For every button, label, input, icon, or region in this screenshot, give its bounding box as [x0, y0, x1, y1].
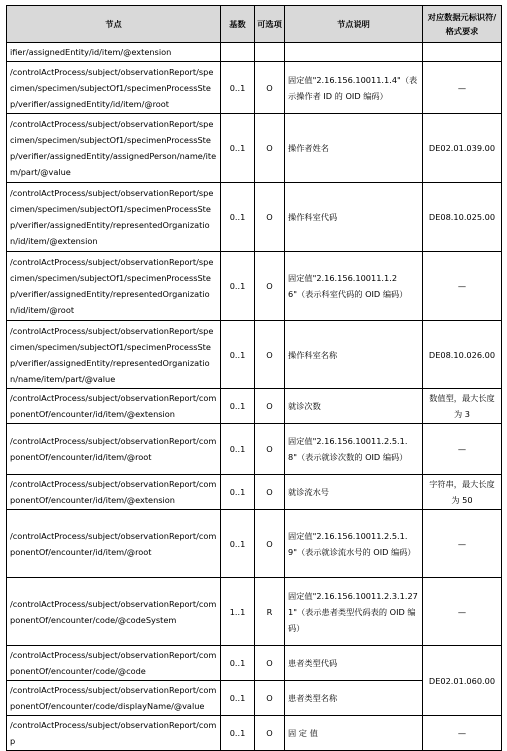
cardinality-cell: 0..1: [221, 389, 255, 424]
optional-cell: O: [255, 62, 285, 114]
dataelement-cell: —: [423, 578, 502, 646]
dataelement-cell: DE08.10.026.00: [423, 321, 502, 389]
table-row: [7, 424, 502, 475]
table-header-row: [7, 6, 502, 43]
cardinality-cell: 1..1: [221, 578, 255, 646]
optional-cell: O: [255, 475, 285, 510]
description-cell: 就诊流水号: [285, 475, 423, 510]
description-cell: 操作科室代码: [285, 183, 423, 252]
node-path: /controlActProcess/subject/observationReport/specimen/specimen/subjectOf1/specimenProcessStep/verifier/assignedEntity/representedOrganization/id/item/@root: [7, 252, 221, 321]
description-cell: 操作科室名称: [285, 321, 423, 389]
table-row: [7, 578, 502, 646]
dataelement-cell: —: [423, 424, 502, 475]
description-cell: 就诊次数: [285, 389, 423, 424]
table-row: [7, 183, 502, 252]
description-cell: 固定值"2.16.156.10011.1.4"（表示操作者 ID 的 OID 编码）: [285, 62, 423, 114]
node-path: /controlActProcess/subject/observationReport/componentOf/encounter/code/displayName/@value: [7, 681, 221, 716]
node-path: /controlActProcess/subject/observationReport/componentOf/encounter/code/@codeSystem: [7, 578, 221, 646]
optional-cell: O: [255, 646, 285, 681]
cardinality-cell: 0..1: [221, 114, 255, 183]
cardinality-cell: [221, 43, 255, 62]
dataelement-cell: 字符串，最大长度为 50: [423, 475, 502, 510]
description-cell: 固定值"2.16.156.10011.2.5.1.8"（表示就诊次数的 OID 编码）: [285, 424, 423, 475]
cardinality-cell: 0..1: [221, 183, 255, 252]
optional-cell: O: [255, 510, 285, 578]
dataelement-cell: —: [423, 716, 502, 751]
header-optional: 可选项: [255, 6, 285, 43]
cardinality-cell: 0..1: [221, 62, 255, 114]
dataelement-cell: —: [423, 62, 502, 114]
header-description: 节点说明: [285, 6, 423, 43]
dataelement-cell: —: [423, 510, 502, 578]
table-row: [7, 43, 502, 62]
dataelement-cell: DE08.10.025.00: [423, 183, 502, 252]
node-path: /controlActProcess/subject/observationReport/specimen/specimen/subjectOf1/specimenProcessStep/verifier/assignedEntity/assignedPerson/name/item/part/@value: [7, 114, 221, 183]
cardinality-cell: 0..1: [221, 321, 255, 389]
cardinality-cell: 0..1: [221, 424, 255, 475]
optional-cell: O: [255, 252, 285, 321]
table-row: [7, 510, 502, 578]
dataelement-cell: —: [423, 252, 502, 321]
table-row: [7, 389, 502, 424]
node-path: /controlActProcess/subject/observationReport/componentOf/encounter/id/item/@root: [7, 510, 221, 578]
description-cell: 患者类型名称: [285, 681, 423, 716]
optional-cell: O: [255, 681, 285, 716]
optional-cell: O: [255, 716, 285, 751]
node-spec-table: [6, 5, 502, 751]
table-row: [7, 646, 502, 681]
description-cell: 操作者姓名: [285, 114, 423, 183]
optional-cell: O: [255, 389, 285, 424]
cardinality-cell: 0..1: [221, 681, 255, 716]
node-path: /controlActProcess/subject/observationReport/specimen/specimen/subjectOf1/specimenProcessStep/verifier/assignedEntity/representedOrganization/name/item/part/@value: [7, 321, 221, 389]
optional-cell: O: [255, 321, 285, 389]
dataelement-cell: DE02.01.039.00: [423, 114, 502, 183]
node-path: /controlActProcess/subject/observationReport/comp: [7, 716, 221, 751]
description-cell: 固定值"2.16.156.10011.1.26"（表示科室代码的 OID 编码）: [285, 252, 423, 321]
description-cell: 患者类型代码: [285, 646, 423, 681]
cardinality-cell: 0..1: [221, 475, 255, 510]
header-cardinality: 基数: [221, 6, 255, 43]
header-dataelement: 对应数据元标识符/格式要求: [423, 6, 502, 43]
dataelement-cell: 数值型，最大长度为 3: [423, 389, 502, 424]
table-row: [7, 252, 502, 321]
table-row: [7, 321, 502, 389]
node-path: /controlActProcess/subject/observationReport/componentOf/encounter/id/item/@root: [7, 424, 221, 475]
node-path: /controlActProcess/subject/observationReport/specimen/specimen/subjectOf1/specimenProcessStep/verifier/assignedEntity/id/item/@root: [7, 62, 221, 114]
description-cell: [285, 43, 423, 62]
dataelement-cell: DE02.01.060.00: [423, 646, 502, 716]
table-row: [7, 62, 502, 114]
table-row: [7, 716, 502, 751]
cardinality-cell: 0..1: [221, 716, 255, 751]
node-path: /controlActProcess/subject/observationReport/componentOf/encounter/id/item/@extension: [7, 389, 221, 424]
node-path: /controlActProcess/subject/observationReport/componentOf/encounter/id/item/@extension: [7, 475, 221, 510]
spec-table-page: [6, 5, 501, 751]
dataelement-cell: [423, 43, 502, 62]
optional-cell: R: [255, 578, 285, 646]
node-path: /controlActProcess/subject/observationReport/componentOf/encounter/code/@code: [7, 646, 221, 681]
optional-cell: O: [255, 114, 285, 183]
optional-cell: [255, 43, 285, 62]
optional-cell: O: [255, 424, 285, 475]
description-cell: 固定值"2.16.156.10011.2.3.1.271"（表示患者类型代码表的 OID 编码）: [285, 578, 423, 646]
description-cell: 固 定 值: [285, 716, 423, 751]
header-node: 节点: [7, 6, 221, 43]
optional-cell: O: [255, 183, 285, 252]
table-row: [7, 475, 502, 510]
cardinality-cell: 0..1: [221, 646, 255, 681]
node-path: /controlActProcess/subject/observationReport/specimen/specimen/subjectOf1/specimenProcessStep/verifier/assignedEntity/representedOrganization/id/item/@extension: [7, 183, 221, 252]
node-path: ifier/assignedEntity/id/item/@extension: [7, 43, 221, 62]
cardinality-cell: 0..1: [221, 510, 255, 578]
table-row: [7, 114, 502, 183]
description-cell: 固定值"2.16.156.10011.2.5.1.9"（表示就诊流水号的 OID 编码）: [285, 510, 423, 578]
cardinality-cell: 0..1: [221, 252, 255, 321]
